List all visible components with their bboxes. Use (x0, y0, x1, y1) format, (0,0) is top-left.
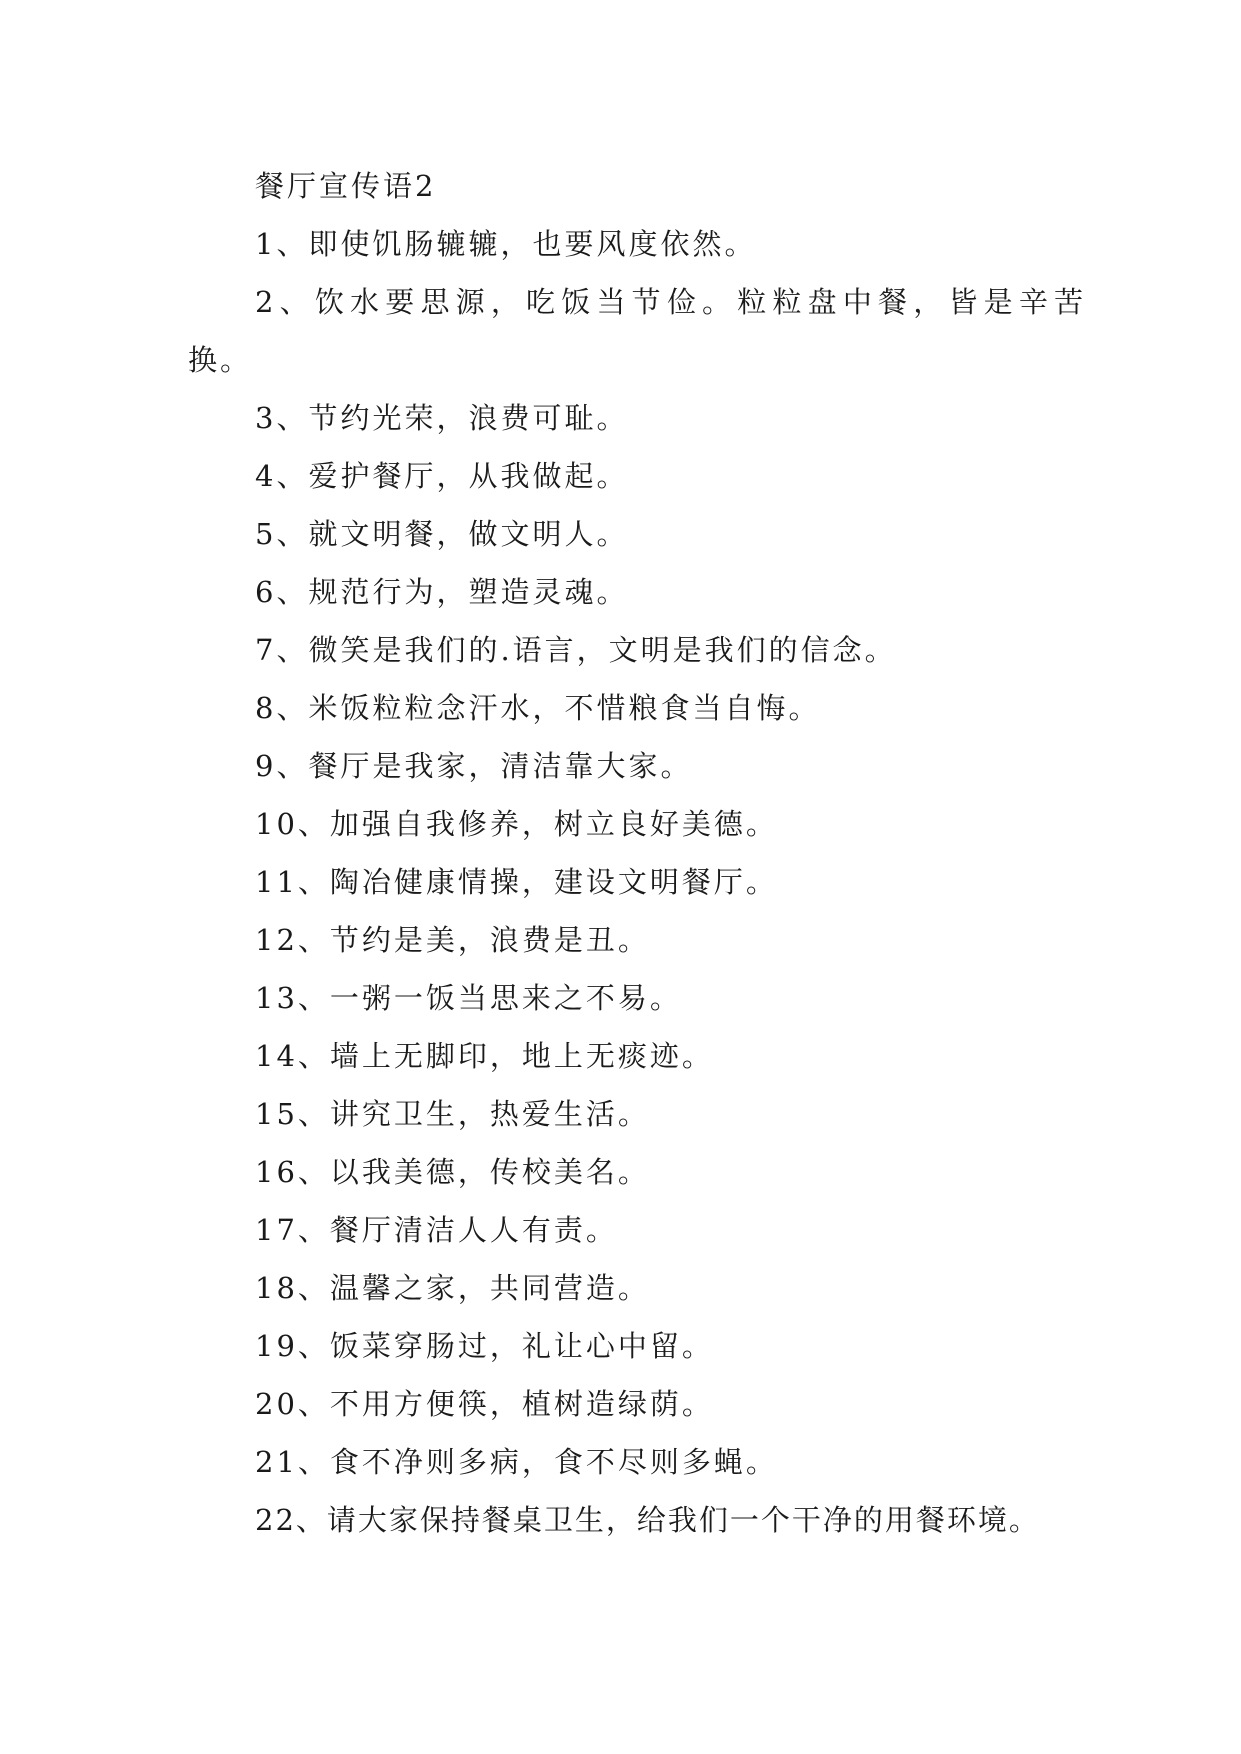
slogan-item-continuation: 换。 (188, 343, 253, 377)
slogan-item: 1、即使饥肠辘辘，也要风度依然。 (255, 227, 757, 261)
slogan-item: 22、请大家保持餐桌卫生，给我们一个干净的用餐环境。 (255, 1503, 1040, 1537)
slogan-item: 5、就文明餐，做文明人。 (255, 517, 629, 551)
slogan-item: 11、陶冶健康情操，建设文明餐厅。 (255, 865, 778, 899)
slogan-item: 4、爱护餐厅，从我做起。 (255, 459, 629, 493)
slogan-item: 6、规范行为，塑造灵魂。 (255, 575, 629, 609)
slogan-item: 20、不用方便筷，植树造绿荫。 (255, 1387, 714, 1421)
slogan-item: 9、餐厅是我家，清洁靠大家。 (255, 749, 693, 783)
slogan-item: 16、以我美德，传校美名。 (255, 1155, 650, 1189)
slogan-item: 7、微笑是我们的.语言，文明是我们的信念。 (255, 633, 897, 667)
slogan-item: 10、加强自我修养，树立良好美德。 (255, 807, 778, 841)
slogan-item: 2、饮水要思源，吃饭当节俭。粒粒盘中餐，皆是辛苦 (255, 285, 1090, 319)
slogan-item: 14、墙上无脚印，地上无痰迹。 (255, 1039, 714, 1073)
slogan-item: 17、餐厅清洁人人有责。 (255, 1213, 618, 1247)
slogan-item: 18、温馨之家，共同营造。 (255, 1271, 650, 1305)
slogan-item: 3、节约光荣，浪费可耻。 (255, 401, 629, 435)
slogan-item: 21、食不净则多病，食不尽则多蝇。 (255, 1445, 778, 1479)
document-title: 餐厅宣传语2 (255, 169, 437, 203)
slogan-item: 13、一粥一饭当思来之不易。 (255, 981, 682, 1015)
slogan-item: 8、米饭粒粒念汗水，不惜粮食当自悔。 (255, 691, 821, 725)
slogan-item: 15、讲究卫生，热爱生活。 (255, 1097, 650, 1131)
slogan-item: 12、节约是美，浪费是丑。 (255, 923, 650, 957)
slogan-item: 19、饭菜穿肠过，礼让心中留。 (255, 1329, 714, 1363)
